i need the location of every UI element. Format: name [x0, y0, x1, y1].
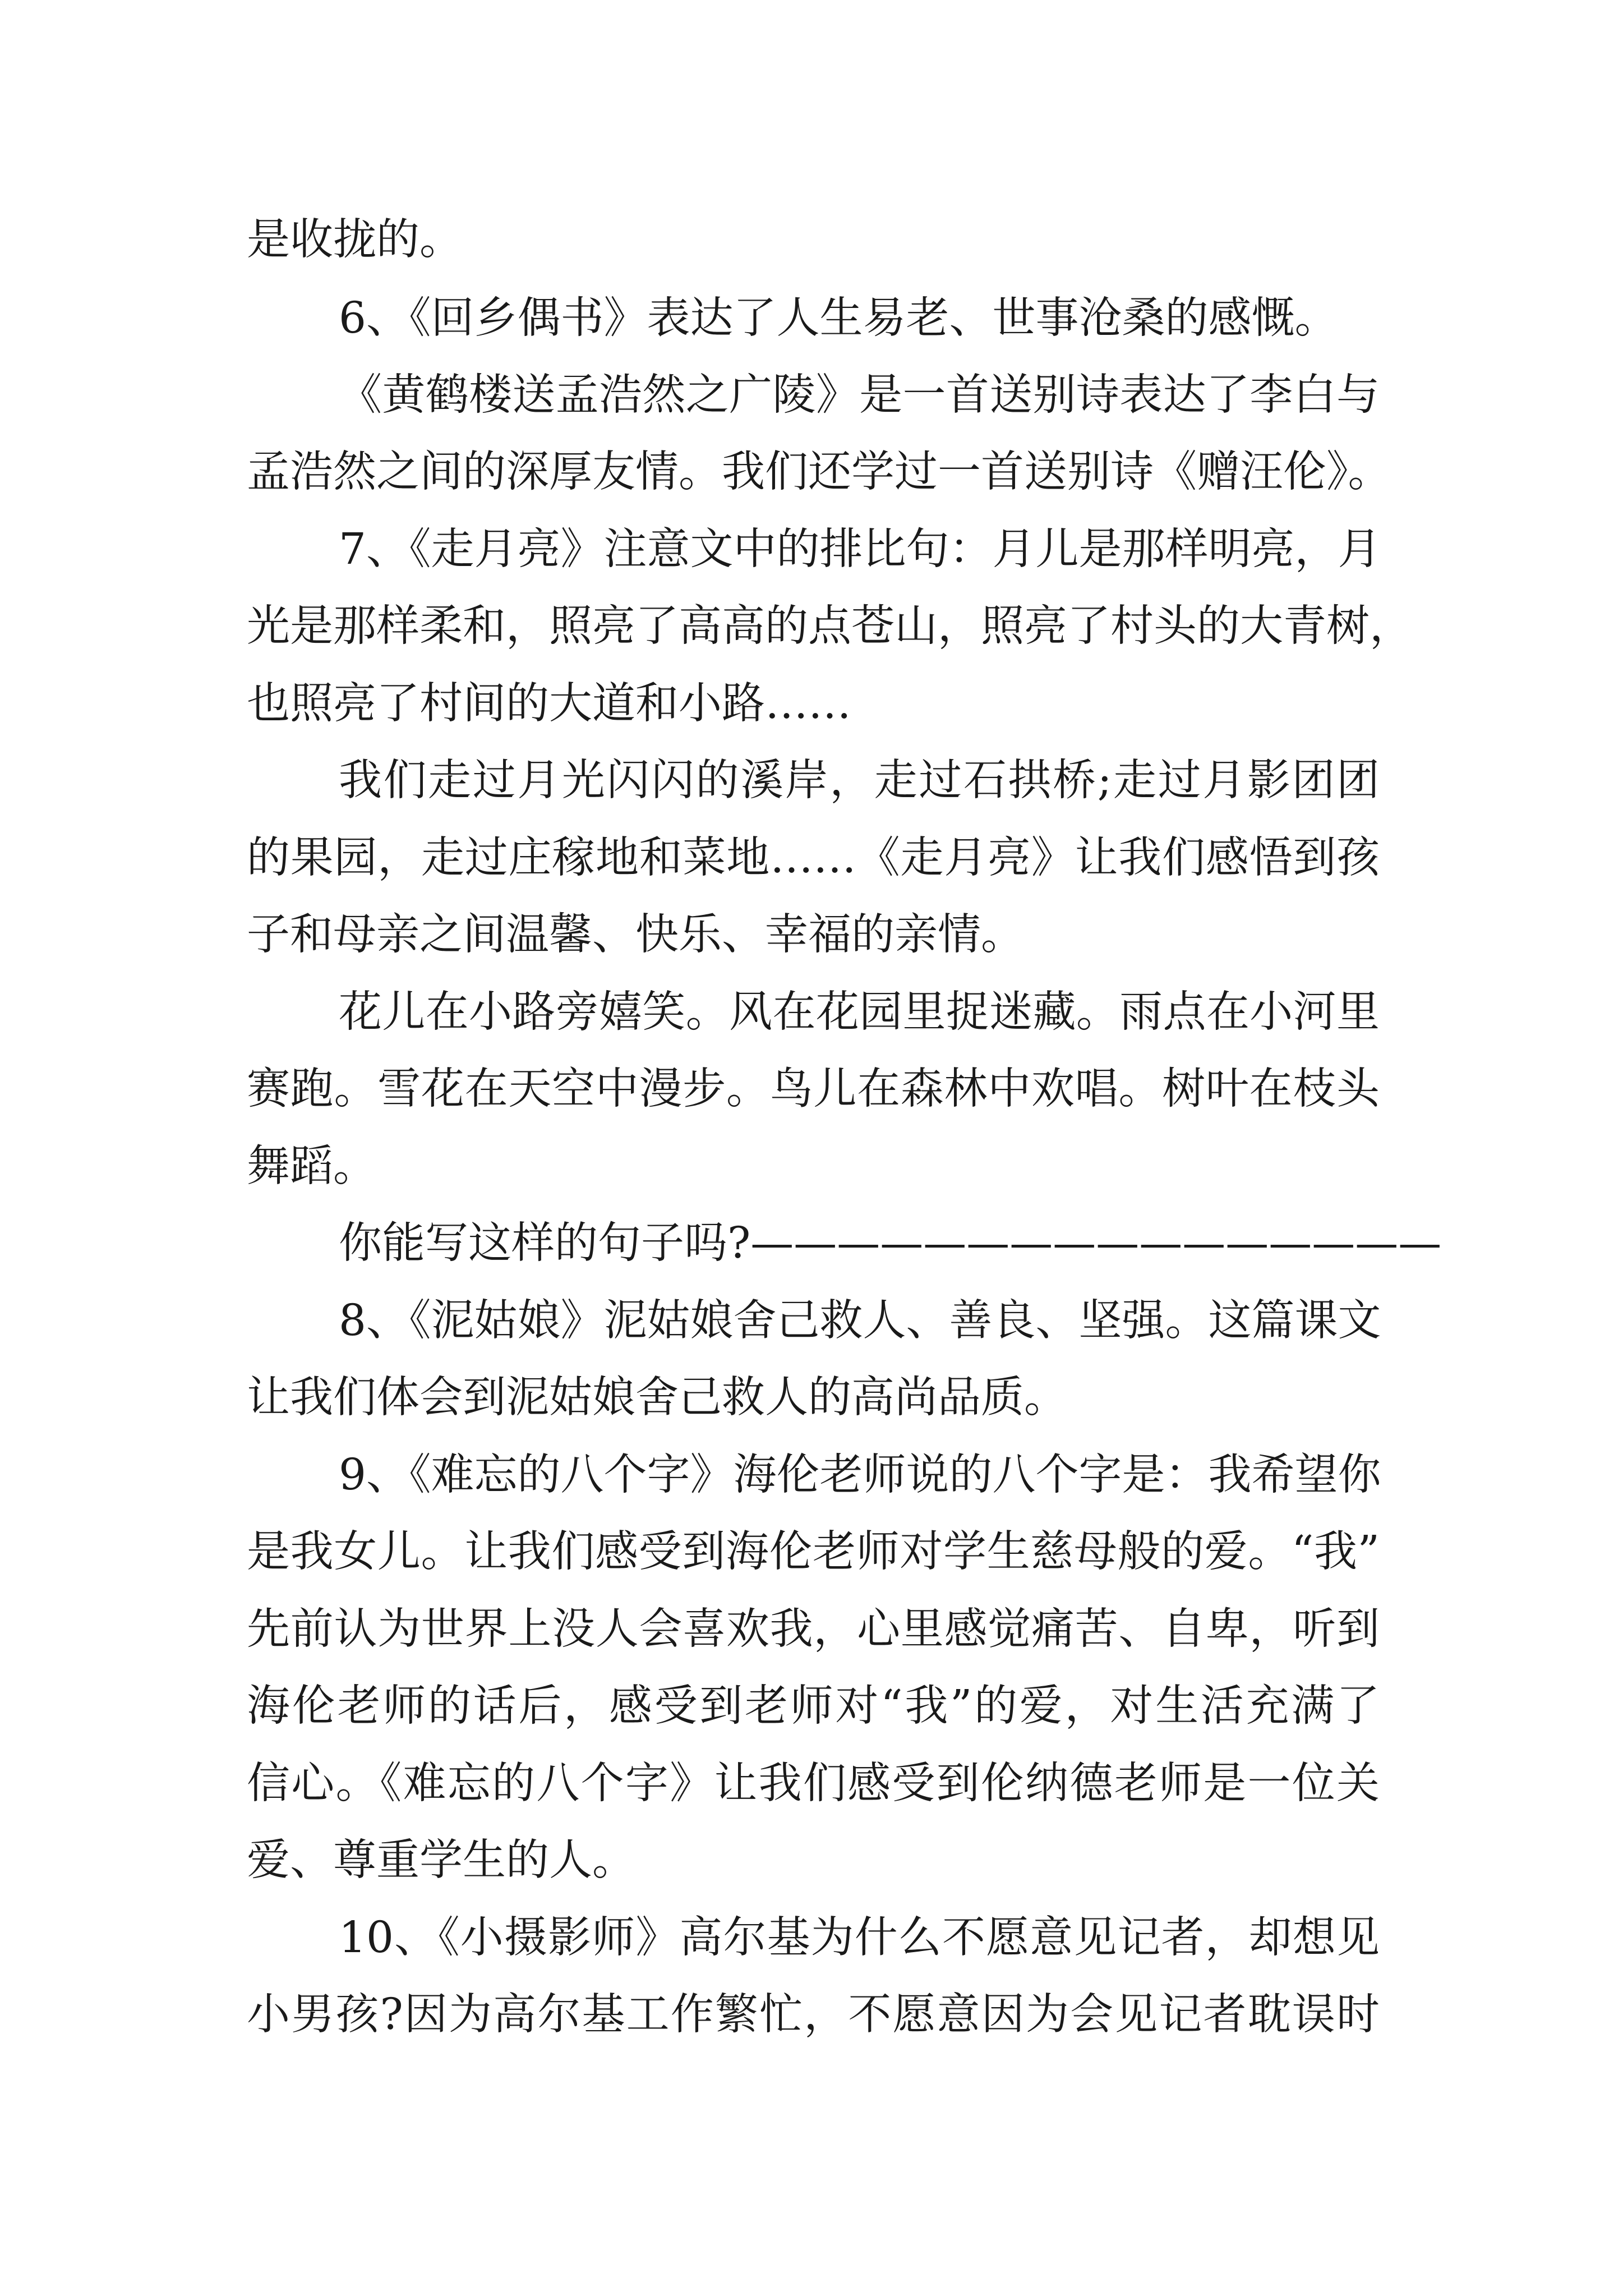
text-line: 是我女儿。让我们感受到海伦老师对学生慈母般的爱。“我”: [247, 1527, 1380, 1577]
text-line: 光是那样柔和，照亮了高高的点苍山，照亮了村头的大青树，: [247, 601, 1413, 651]
text-line: 是收拢的。: [247, 215, 463, 265]
text-line: 先前认为世界上没人会喜欢我，心里感觉痛苦、自卑，听到: [247, 1604, 1380, 1654]
text-line: 你能写这样的句子吗?————————————————: [339, 1218, 1442, 1268]
text-line: 海伦老师的话后，感受到老师对“我”的爱，对生活充满了: [247, 1681, 1380, 1731]
text-line: 舞蹈。: [247, 1142, 376, 1191]
text-line: 小男孩?因为高尔基工作繁忙，不愿意因为会见记者耽误时: [247, 1990, 1380, 2040]
text-line: 花儿在小路旁嬉笑。风在花园里捉迷藏。雨点在小河里: [339, 987, 1380, 1037]
text-line: 爱、尊重学生的人。: [247, 1835, 635, 1885]
text-line: 也照亮了村间的大道和小路……: [247, 679, 851, 729]
text-line: 子和母亲之间温馨、快乐、幸福的亲情。: [247, 910, 1024, 960]
text-line: 我们走过月光闪闪的溪岸，走过石拱桥;走过月影团团: [339, 756, 1380, 806]
text-line: 让我们体会到泥姑娘舍己救人的高尚品质。: [247, 1373, 1067, 1423]
text-line: 8、《泥姑娘》泥姑娘舍己救人、善良、坚强。这篇课文: [339, 1296, 1381, 1346]
text-line: 6、《回乡偶书》表达了人生易老、世事沧桑的感慨。: [339, 293, 1338, 343]
text-line: 10、《小摄影师》高尔基为什么不愿意见记者，却想见: [339, 1913, 1380, 1963]
text-line: 7、《走月亮》注意文中的排比句：月儿是那样明亮，月: [339, 524, 1381, 574]
text-line: 赛跑。雪花在天空中漫步。鸟儿在森林中欢唱。树叶在枝头: [247, 1064, 1380, 1114]
text-line: 9、《难忘的八个字》海伦老师说的八个字是：我希望你: [339, 1450, 1381, 1500]
text-line: 信心。《难忘的八个字》让我们感受到伦纳德老师是一位关: [247, 1759, 1380, 1809]
text-line: 《黄鹤楼送孟浩然之广陵》是一首送别诗表达了李白与: [339, 370, 1380, 420]
text-line: 孟浩然之间的深厚友情。我们还学过一首送别诗《赠汪伦》。: [247, 447, 1391, 497]
text-line: 的果园，走过庄稼地和菜地……《走月亮》让我们感悟到孩: [247, 833, 1380, 883]
